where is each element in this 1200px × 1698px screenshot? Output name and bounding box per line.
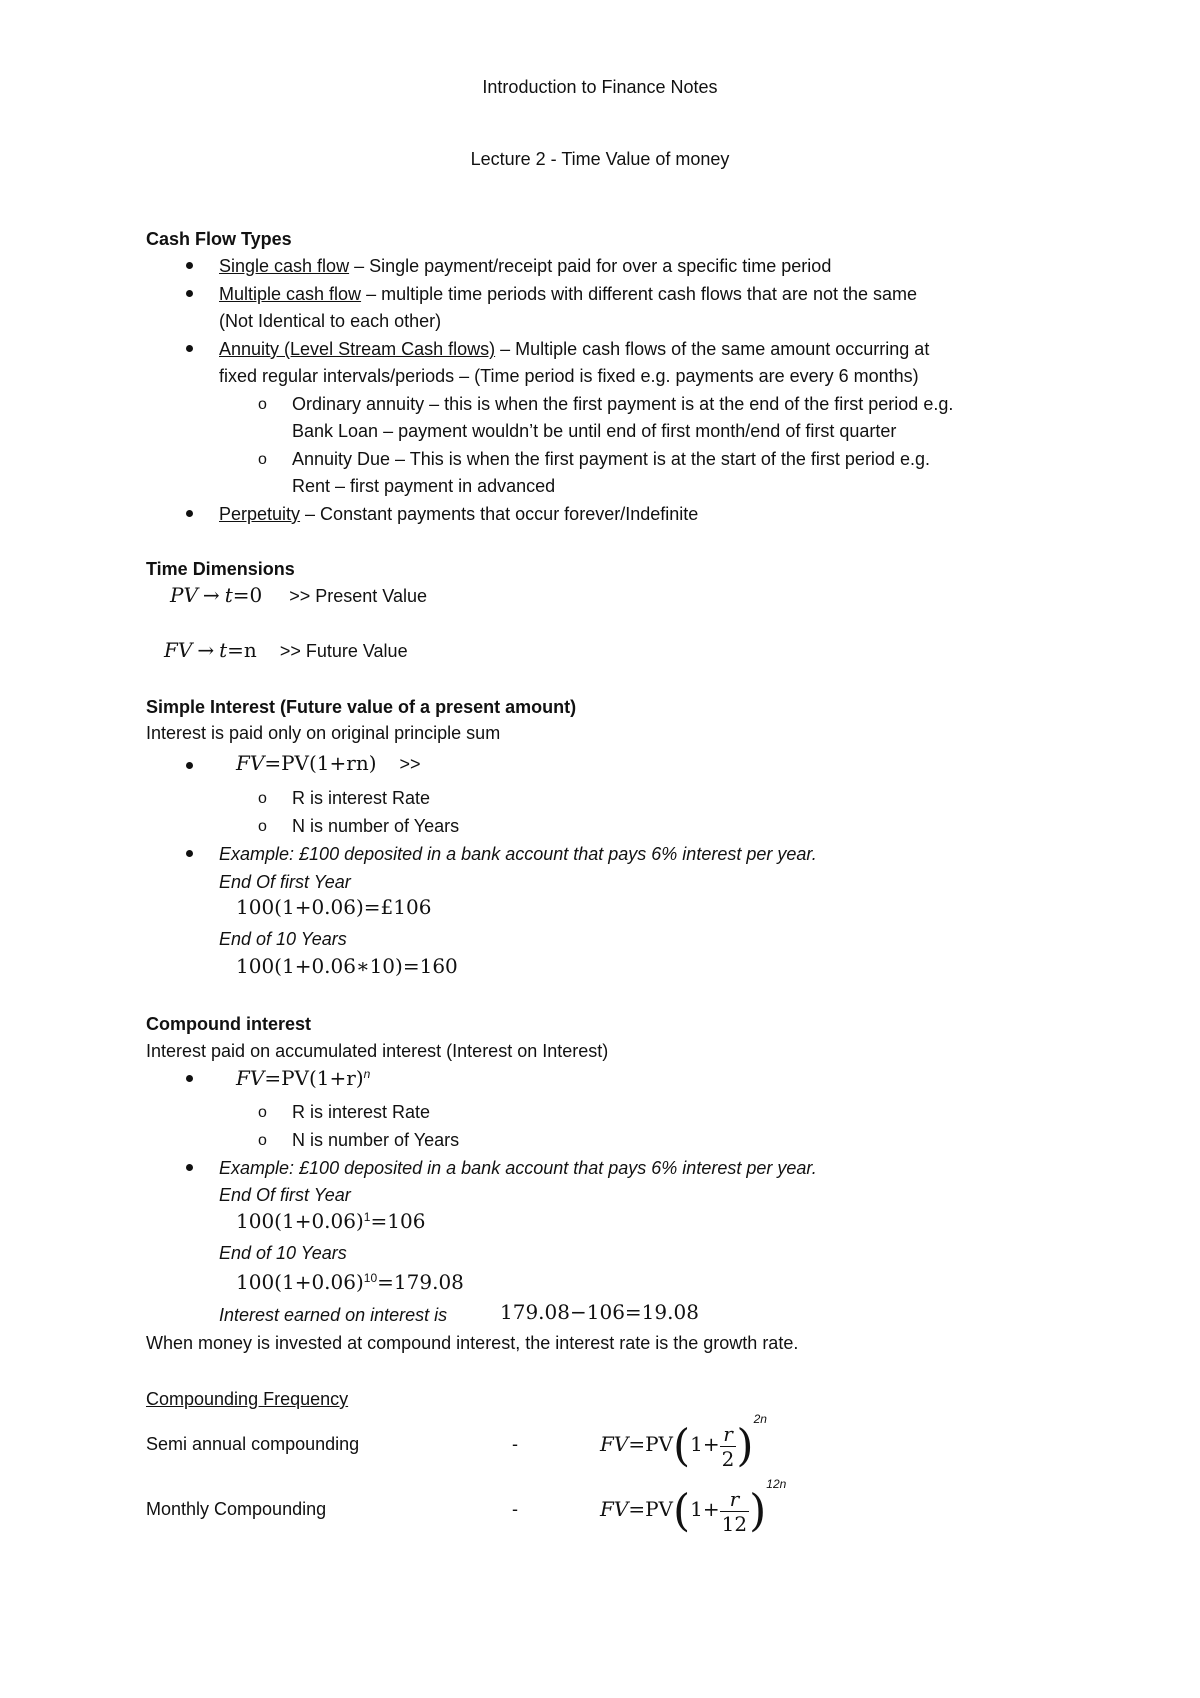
formula-pv: =PV	[264, 751, 309, 775]
sub-bullet-marker: o	[258, 1104, 267, 1121]
fraction-denominator: 2	[721, 1446, 735, 1471]
right-paren-icon: )	[736, 1420, 754, 1472]
formula-pv: =PV	[628, 1497, 673, 1521]
semi-annual-label: Semi annual compounding	[146, 1434, 360, 1454]
arrow-icon: →	[202, 583, 220, 607]
simple-calc-first-year: 100(1+0.06)=£106	[236, 895, 432, 919]
monthly-formula	[600, 1477, 786, 1536]
compound-end-ten-years: End of 10 Years	[219, 1243, 347, 1263]
perpetuity-def: – Constant payments that occur forever/Indefinite	[300, 504, 699, 524]
pv-symbol: PV	[170, 583, 198, 607]
simple-calc-ten-years: 100(1+0.06∗10)=160	[236, 954, 458, 978]
calc-base: 100(1+0.06)	[236, 1209, 364, 1233]
bullet-icon	[186, 762, 193, 769]
cash-flow-heading: Cash Flow Types	[146, 229, 292, 249]
interest-earned-calc: 179.08−106=19.08	[500, 1300, 699, 1324]
fv-symbol: FV	[164, 638, 193, 662]
fv-symbol: FV	[236, 751, 265, 775]
simple-interest-desc: Interest is paid only on original principle sum	[146, 723, 501, 743]
simple-n-definition: N is number of Years	[292, 816, 460, 836]
sub-bullet-marker: o	[258, 790, 267, 807]
fv-label: >> Future Value	[279, 641, 408, 661]
fraction-denominator: 12	[721, 1511, 748, 1536]
annuity-term: Annuity (Level Stream Cash flows)	[219, 339, 496, 359]
formula-tail: >>	[399, 754, 421, 774]
formula-one-plus: 1+	[690, 1497, 720, 1521]
compound-end-first-year: End Of first Year	[219, 1185, 351, 1205]
formula-factor: (1+rn)	[309, 751, 377, 775]
ordinary-annuity-line2: Bank Loan – payment wouldn’t be until end of first month/end of first quarter	[292, 421, 897, 441]
monthly-label: Monthly Compounding	[146, 1499, 327, 1519]
compound-interest-heading: Compound interest	[146, 1014, 311, 1034]
formula-exponent: 12n	[766, 1477, 787, 1491]
fv-symbol: FV	[236, 1066, 265, 1090]
compound-n-definition: N is number of Years	[292, 1130, 460, 1150]
sub-bullet-marker: o	[258, 396, 267, 413]
bullet-icon	[186, 290, 193, 297]
monthly-fraction	[720, 1487, 749, 1536]
left-paren-icon: (	[673, 1485, 691, 1537]
annuity-due-line1: Annuity Due – This is when the first payment is at the start of the first period e.g.	[292, 449, 930, 469]
annuity-due-line2: Rent – first payment in advanced	[292, 476, 556, 496]
interest-earned-label: Interest earned on interest is	[219, 1305, 448, 1325]
page-title: Introduction to Finance Notes	[482, 77, 718, 97]
bullet-icon	[186, 510, 193, 517]
t-symbol: t	[219, 638, 228, 662]
compounding-frequency-heading: Compounding Frequency	[146, 1389, 349, 1409]
compound-calc-ten-years	[236, 1272, 464, 1292]
left-paren-icon: (	[673, 1420, 691, 1472]
simple-r-definition: R is interest Rate	[292, 788, 431, 808]
pv-formula	[170, 585, 427, 605]
calc-result: =179.08	[377, 1270, 464, 1294]
compound-interest-desc: Interest paid on accumulated interest (Interest on Interest)	[146, 1041, 609, 1061]
multiple-cash-flow-term: Multiple cash flow	[219, 284, 362, 304]
formula-exponent: n	[363, 1067, 371, 1081]
fraction-numerator: r	[720, 1487, 749, 1512]
multiple-cash-flow-item	[219, 285, 917, 303]
perpetuity-term: Perpetuity	[219, 504, 301, 524]
multiple-cash-flow-def: – multiple time periods with different cash flows that are not the same	[361, 284, 918, 304]
annuity-def-cont: fixed regular intervals/periods – (Time period is fixed e.g. payments are every 6 months)	[219, 366, 919, 386]
simple-end-first-year: End Of first Year	[219, 872, 351, 892]
sub-bullet-marker: o	[258, 818, 267, 835]
semi-fraction	[720, 1422, 737, 1471]
pv-equals: =0	[232, 583, 263, 607]
fv-symbol: FV	[600, 1432, 629, 1456]
single-cash-flow-item	[219, 257, 831, 275]
annuity-def: – Multiple cash flows of the same amount occurring at	[495, 339, 930, 359]
calc-exponent: 10	[363, 1271, 378, 1285]
simple-interest-formula	[236, 753, 421, 773]
compound-example: Example: £100 deposited in a bank account that pays 6% interest per year.	[219, 1158, 817, 1178]
semi-annual-formula	[600, 1412, 767, 1471]
simple-interest-heading: Simple Interest (Future value of a present amount)	[146, 697, 577, 717]
formula-exponent: 2n	[753, 1412, 767, 1426]
formula-pv: =PV	[628, 1432, 673, 1456]
multiple-cash-flow-def-cont: (Not Identical to each other)	[219, 311, 442, 331]
fv-formula	[164, 640, 408, 660]
compound-interest-formula	[236, 1068, 370, 1088]
right-paren-icon: )	[749, 1485, 767, 1537]
sub-bullet-marker: o	[258, 451, 267, 468]
fv-symbol: FV	[600, 1497, 629, 1521]
calc-result: =106	[370, 1209, 426, 1233]
compound-calc-first-year	[236, 1211, 425, 1231]
t-symbol: t	[224, 583, 233, 607]
pv-label: >> Present Value	[289, 586, 428, 606]
calc-exponent: 1	[363, 1210, 371, 1224]
compound-conclusion: When money is invested at compound interest, the interest rate is the growth rate.	[146, 1333, 799, 1353]
monthly-dash: -	[512, 1499, 518, 1519]
bullet-icon	[186, 345, 193, 352]
semi-annual-dash: -	[512, 1434, 518, 1454]
formula-one-plus: 1+	[690, 1432, 720, 1456]
ordinary-annuity-line1: Ordinary annuity – this is when the first payment is at the end of the first period e.g.	[292, 394, 954, 414]
single-cash-flow-def: – Single payment/receipt paid for over a specific time period	[349, 256, 832, 276]
compound-r-definition: R is interest Rate	[292, 1102, 431, 1122]
arrow-icon: →	[197, 638, 215, 662]
formula-pv: =PV	[264, 1066, 309, 1090]
fv-equals: =n	[227, 638, 257, 662]
simple-end-ten-years: End of 10 Years	[219, 929, 347, 949]
fraction-numerator: r	[720, 1422, 737, 1447]
single-cash-flow-term: Single cash flow	[219, 256, 350, 276]
sub-bullet-marker: o	[258, 1132, 267, 1149]
perpetuity-item	[219, 505, 698, 523]
time-dimensions-heading: Time Dimensions	[146, 559, 295, 579]
calc-base: 100(1+0.06)	[236, 1270, 364, 1294]
bullet-icon	[186, 1164, 193, 1171]
formula-factor: (1+r)	[309, 1066, 364, 1090]
bullet-icon	[186, 262, 193, 269]
bullet-icon	[186, 1075, 193, 1082]
simple-example: Example: £100 deposited in a bank account that pays 6% interest per year.	[219, 844, 817, 864]
bullet-icon	[186, 850, 193, 857]
lecture-subtitle: Lecture 2 - Time Value of money	[470, 149, 730, 169]
annuity-item	[219, 340, 929, 358]
